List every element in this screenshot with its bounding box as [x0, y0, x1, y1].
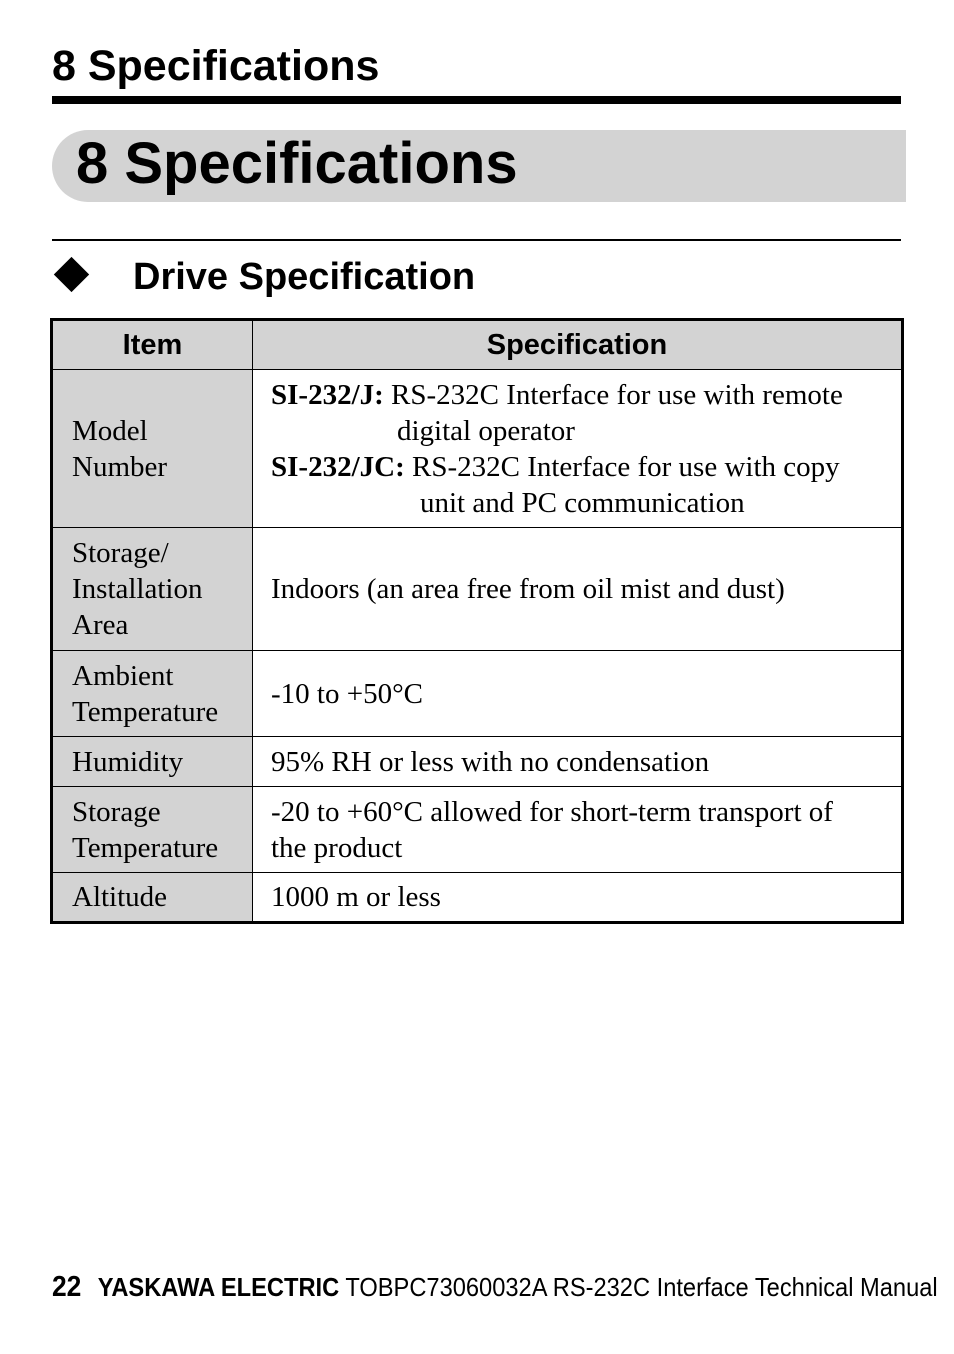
item-label: Area	[72, 609, 129, 641]
model-description: RS-232C Interface for use with copy	[404, 450, 840, 483]
table-row	[52, 370, 903, 528]
table-row	[52, 528, 903, 651]
drive-specification-table	[50, 318, 904, 924]
spec-text: the product	[271, 831, 403, 864]
section-rule	[52, 239, 901, 241]
model-name: SI-232/J:	[271, 378, 384, 411]
table-row	[52, 873, 903, 923]
spec-cell: Indoors (an area free from oil mist and dust)	[253, 528, 903, 651]
spec-text: -20 to +60°C allowed for short-term transport of	[271, 795, 833, 828]
chapter-title: 8 Specifications	[76, 131, 518, 196]
item-label: Number	[72, 450, 168, 483]
model-description: RS-232C Interface for use with remote	[383, 378, 843, 411]
item-label: Humidity	[72, 745, 184, 778]
item-cell	[52, 873, 253, 923]
table-row	[52, 787, 903, 873]
item-cell	[52, 528, 253, 651]
running-head: 8 Specifications	[52, 42, 380, 90]
table-header-row	[52, 320, 903, 370]
spec-cell	[253, 787, 903, 873]
spec-cell: -10 to +50°C	[253, 651, 903, 737]
column-header-specification: Specification	[253, 320, 903, 370]
item-label: Model	[72, 414, 148, 447]
section-title: Drive Specification	[133, 256, 476, 298]
model-description: digital operator	[397, 414, 575, 447]
spec-cell: 95% RH or less with no condensation	[253, 737, 903, 787]
item-label: Temperature	[72, 695, 219, 728]
item-cell	[52, 370, 253, 528]
column-header-item: Item	[52, 320, 253, 370]
table-row	[52, 651, 903, 737]
page-number: 22	[52, 1271, 82, 1303]
item-label: Installation	[72, 573, 203, 605]
item-label: Storage/	[72, 537, 169, 569]
item-cell	[52, 651, 253, 737]
diamond-icon	[54, 257, 89, 292]
page-footer	[52, 1270, 938, 1309]
model-description: unit and PC communication	[420, 486, 745, 519]
item-cell	[52, 737, 253, 787]
item-label: Ambient	[72, 659, 174, 692]
model-name: SI-232/JC:	[271, 450, 405, 483]
item-cell	[52, 787, 253, 873]
item-label: Storage	[72, 795, 161, 828]
spec-cell	[253, 370, 903, 528]
header-rule	[52, 96, 901, 104]
company-name: YASKAWA ELECTRIC	[97, 1272, 340, 1302]
table-row	[52, 737, 903, 787]
item-label: Temperature	[72, 831, 219, 864]
item-label: Altitude	[72, 881, 168, 913]
spec-cell: 1000 m or less	[253, 873, 903, 923]
document-title: TOBPC73060032A RS-232C Interface Technical Manual	[339, 1272, 938, 1302]
